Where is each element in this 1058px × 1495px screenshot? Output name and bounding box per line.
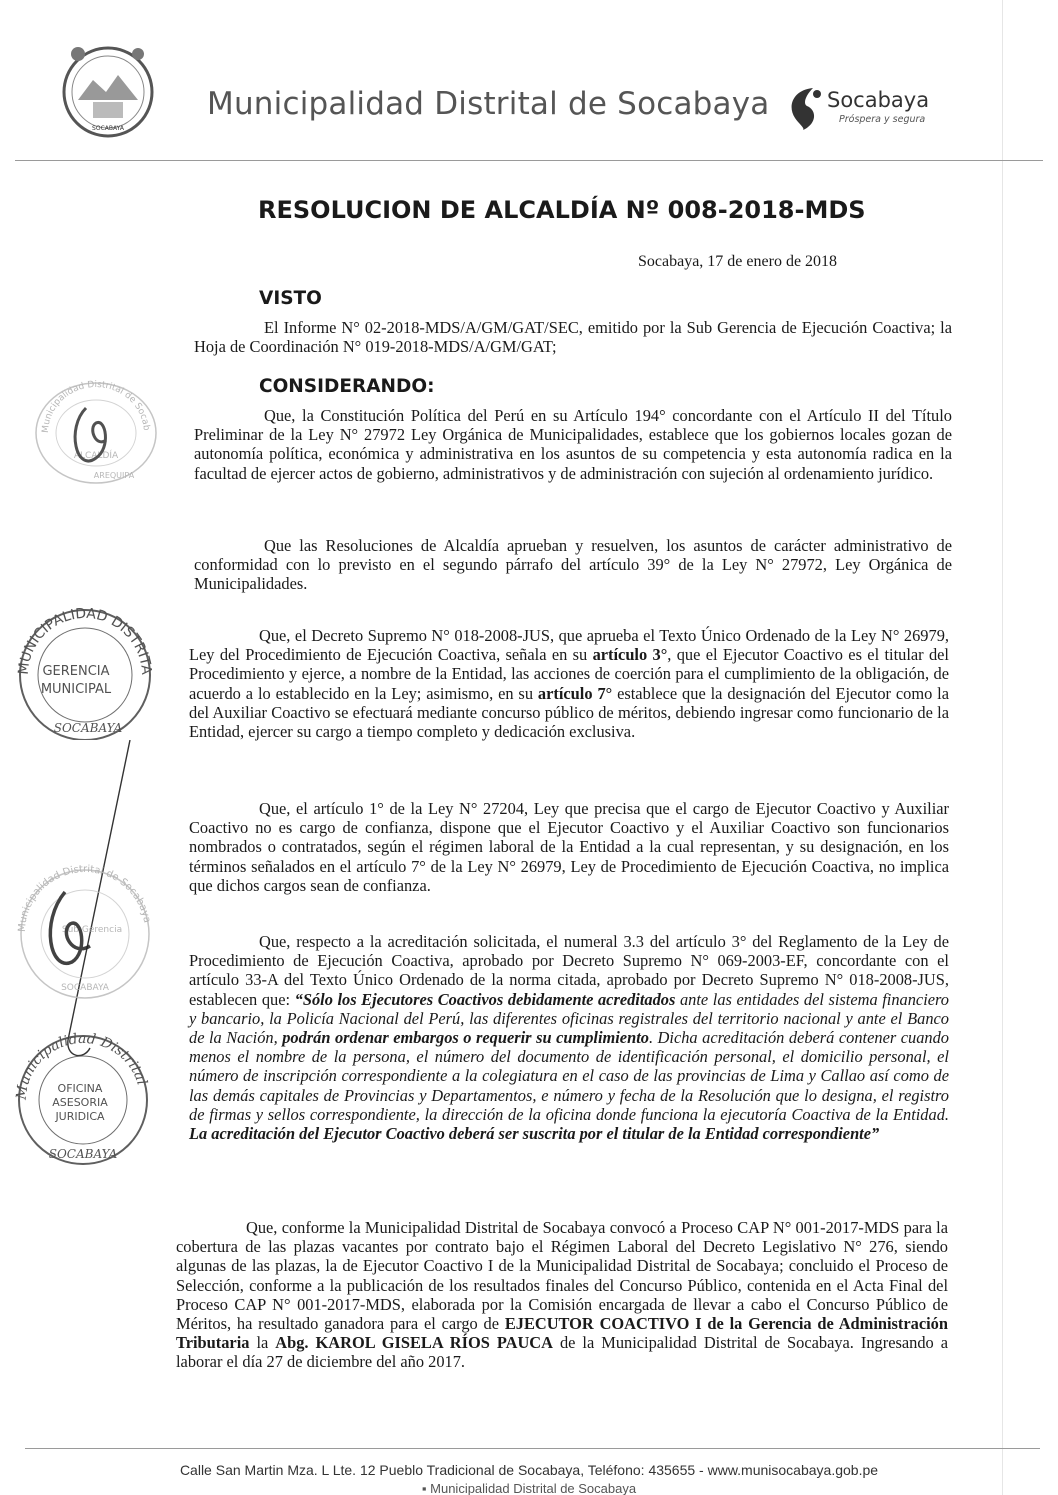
stamp3-inner-text: Sub Gerencia (61, 925, 123, 935)
footer-org-name: Municipalidad Distrital de Socabaya (430, 1481, 637, 1495)
p3-text-a: Que, el Decreto Supremo N° 018-2008-JUS, que aprueba el Texto Único Ordenado de la Ley N° 26979, Ley del Procedimiento de Ejecución Coactiva, señala en su (189, 626, 949, 665)
stamp2-bottom-text: SOCABAYA (53, 721, 123, 735)
page-edge-line (1002, 0, 1003, 1495)
paragraph-3 (189, 626, 949, 741)
brand-tagline: Próspera y segura (839, 114, 926, 125)
socabaya-brand-logo (783, 84, 983, 154)
stamp4-inner-text-2: ASESORIA (52, 1096, 108, 1109)
footer-logo-icon: ▪ (421, 1481, 431, 1495)
visto-text: El Informe N° 02-2018-MDS/A/GM/GAT/SEC, emitido por la Sub Gerencia de Ejecución Coactiva; la Hoja de Coordinación N° 019-2018-MDS/A/GM/GAT; (194, 318, 952, 357)
stamp4-outer-text: Municipalidad Distrital (13, 1030, 150, 1101)
visto-heading: VISTO (259, 288, 322, 309)
p5-quote-e: . Dicha acreditación deberá contener cuando menos el nombre de la persona, el número del documento de identificación personal, el domicilio personal, el número de inscripción correspondiente a la colegiatura en el caso de las provincias de Lima y Callao así como de las demás capitales de Provincias y Departamentos, e número y fecha de la Resolución que lo designa, el registro de firmas y sellos correspondiente, la dirección de la oficina donde funciona la ejecutoría Coactiva de la Entidad. (189, 1028, 949, 1124)
brand-name: Socabaya (827, 88, 930, 112)
considerando-heading: CONSIDERANDO: (259, 376, 435, 397)
p3-text-e: establece que la designación del Ejecutor como la del Auxiliar Coactivo se efectuará mediante concurso público de méritos, debiendo ingresar como funcionario de la Entidad, ejercer su cargo a tiempo completo y dedicación exclusiva. (189, 683, 950, 742)
footer-address: Calle San Martin Mza. L Lte. 12 Pueblo Tradicional de Socabaya, Teléfono: 435655 - www.munisocabaya.gob.pe (179, 1462, 879, 1478)
stamp-gerencia-municipal (10, 600, 160, 745)
municipality-title: Municipalidad Distrital de Socabaya (207, 86, 770, 122)
stamp3-outer-text: Municipalidad Distrital de Socabaya (16, 863, 153, 933)
seal-label: SOCABAYA (92, 125, 124, 132)
paragraph-4: Que, el artículo 1° de la Ley N° 27204, Ley que precisa que el cargo de Ejecutor Coactivo y Auxiliar Coactivo no es cargo de confianza, dispone que el Ejecutor Coactivo y el Auxiliar Coactivo son funcionarios nombrados o contratados, según el régimen laboral de la Entidad a la cual representan, y su designación, en los términos señalados en el artículo 7° de la Ley N° 26979, Ley de Procedimiento de Ejecución Coactiva, no implica que dichos cargos sean de confianza. (189, 799, 949, 895)
p6-text-e: de la Municipalidad Distrital de Socabaya. Ingresando a laborar el día 27 de diciembre del año 2017. (176, 1333, 948, 1372)
p3-text-c: , que el Ejecutor Coactivo es el titular del Procedimiento y ejerce, a nombre de la Entidad, las acciones de coerción para el cumplimiento de la obligación, de acuerdo a lo establecido en la Ley; asimismo, en su (189, 645, 949, 703)
stamp4-inner-text-3: JURIDICA (55, 1110, 105, 1123)
resolution-title: RESOLUCION DE ALCALDÍA Nº 008-2018-MDS (258, 196, 866, 224)
p5-text-a: Que, respecto a la acreditación solicitada, el numeral 3.3 del artículo 3° del Reglamento de la Ley de Procedimiento de Ejecución Coactiva, aprobado por Decreto Supremo N° 069-2003-EF, concordante con el artículo 33-A del Texto Único Ordenado de la norma citada, aprobado por Decreto Supremo N° 018-2008-JUS, establecen que: (189, 932, 949, 1009)
p5-quote-bold-2: podrán ordenar embargos o requerir su cumplimiento (282, 1028, 649, 1048)
paragraph-1: Que, la Constitución Política del Perú en su Artículo 194° concordante con el Artículo II del Título Preliminar de la Ley N° 27972 Ley Orgánica de Municipalidades, establece que los gobiernos locales gozan de autonomía política, económica y administrativa en los asuntos de su competencia y esta autonomía radica en la facultad de ejercer actos de gobierno, administrativos y de administración con sujeción al ordenamiento jurídico. (194, 406, 952, 483)
p6-text-c: la (249, 1333, 276, 1353)
svg-text:Municipalidad Distrital de Soc (17, 864, 152, 932)
stamp2-outer-text: MUNICIPALIDAD DISTRITA (15, 605, 155, 676)
p6-appointee: Abg. KAROL GISELA RÍOS PAUCA (275, 1333, 553, 1353)
p5-quote-bold-1: “Sólo los Ejecutores Coactivos debidamente acreditados (294, 989, 676, 1009)
stamp3-bottom-text: SOCABAYA (61, 983, 109, 993)
municipal-seal-logo (58, 40, 158, 145)
stamp1-bottom-text: AREQUIPA (93, 471, 135, 480)
stamp4-bottom-text: SOCABAYA (48, 1147, 118, 1161)
document-date: Socabaya, 17 de enero de 2018 (638, 253, 838, 270)
p5-quote-bold-3: La acreditación del Ejecutor Coactivo deberá ser suscrita por el titular de la Entidad correspondiente” (189, 1124, 880, 1144)
p3-article-3: artículo 3° (592, 645, 668, 665)
p3-article-7: artículo 7° (537, 683, 613, 703)
p6-text-a: Que, conforme la Municipalidad Distrital de Socabaya convocó a Proceso CAP N° 001-2017-MDS para la cobertura de las plazas vacantes por contrato bajo el Régimen Laboral del Decreto Legislativo N° 276, siendo algunas de las plazas, la de Ejecutor Coactivo I de la Municipalidad Distrital de Socabaya; concluido el Proceso de Selección, conforme a la publicación de los resultados finales del Concurso Público, contenida en el Acta Final del Proceso CAP N° 001-2017-MDS, elaborada por la Comisión encargada de llevar a cabo el Concurso Público de Méritos, ha resultado ganadora para el cargo de (176, 1218, 948, 1334)
paragraph-5 (189, 932, 949, 1143)
stamp1-outer-text: Municipalidad Distrital de Socab (40, 379, 151, 434)
stamp4-inner-text-1: OFICINA (57, 1082, 103, 1095)
stamp1-inner-text: ALCALDÍA (73, 451, 119, 461)
p5-quote-c: ante las entidades del sistema financiero y bancario, la Policía Nacional del Perú, las diferentes oficinas registrales del territorio nacional y ante el Banco de la Nación, (189, 989, 949, 1048)
stamp2-inner-text-1: GERENCIA (42, 664, 110, 679)
footer-divider (25, 1448, 1040, 1449)
stamp-alcaldia (26, 378, 166, 493)
paragraph-6 (176, 1218, 948, 1372)
p6-position: EJECUTOR COACTIVO I de la Gerencia de Administración Tributaria (176, 1314, 948, 1353)
stamp2-inner-text-2: MUNICIPAL (40, 682, 112, 697)
paragraph-2: Que las Resoluciones de Alcaldía aprueban y resuelven, los asuntos de carácter administrativo de conformidad con lo previsto en el segundo párrafo del artículo 39° de la Ley N° 27972, Ley Orgánica de Municipalidades. (194, 536, 952, 594)
stamp-sub-gerencia (10, 862, 160, 1007)
stamp-asesoria-juridica (8, 1022, 158, 1177)
footer-org (0, 1481, 1058, 1495)
brand-mark-icon (783, 84, 825, 132)
header-divider (15, 160, 1043, 161)
